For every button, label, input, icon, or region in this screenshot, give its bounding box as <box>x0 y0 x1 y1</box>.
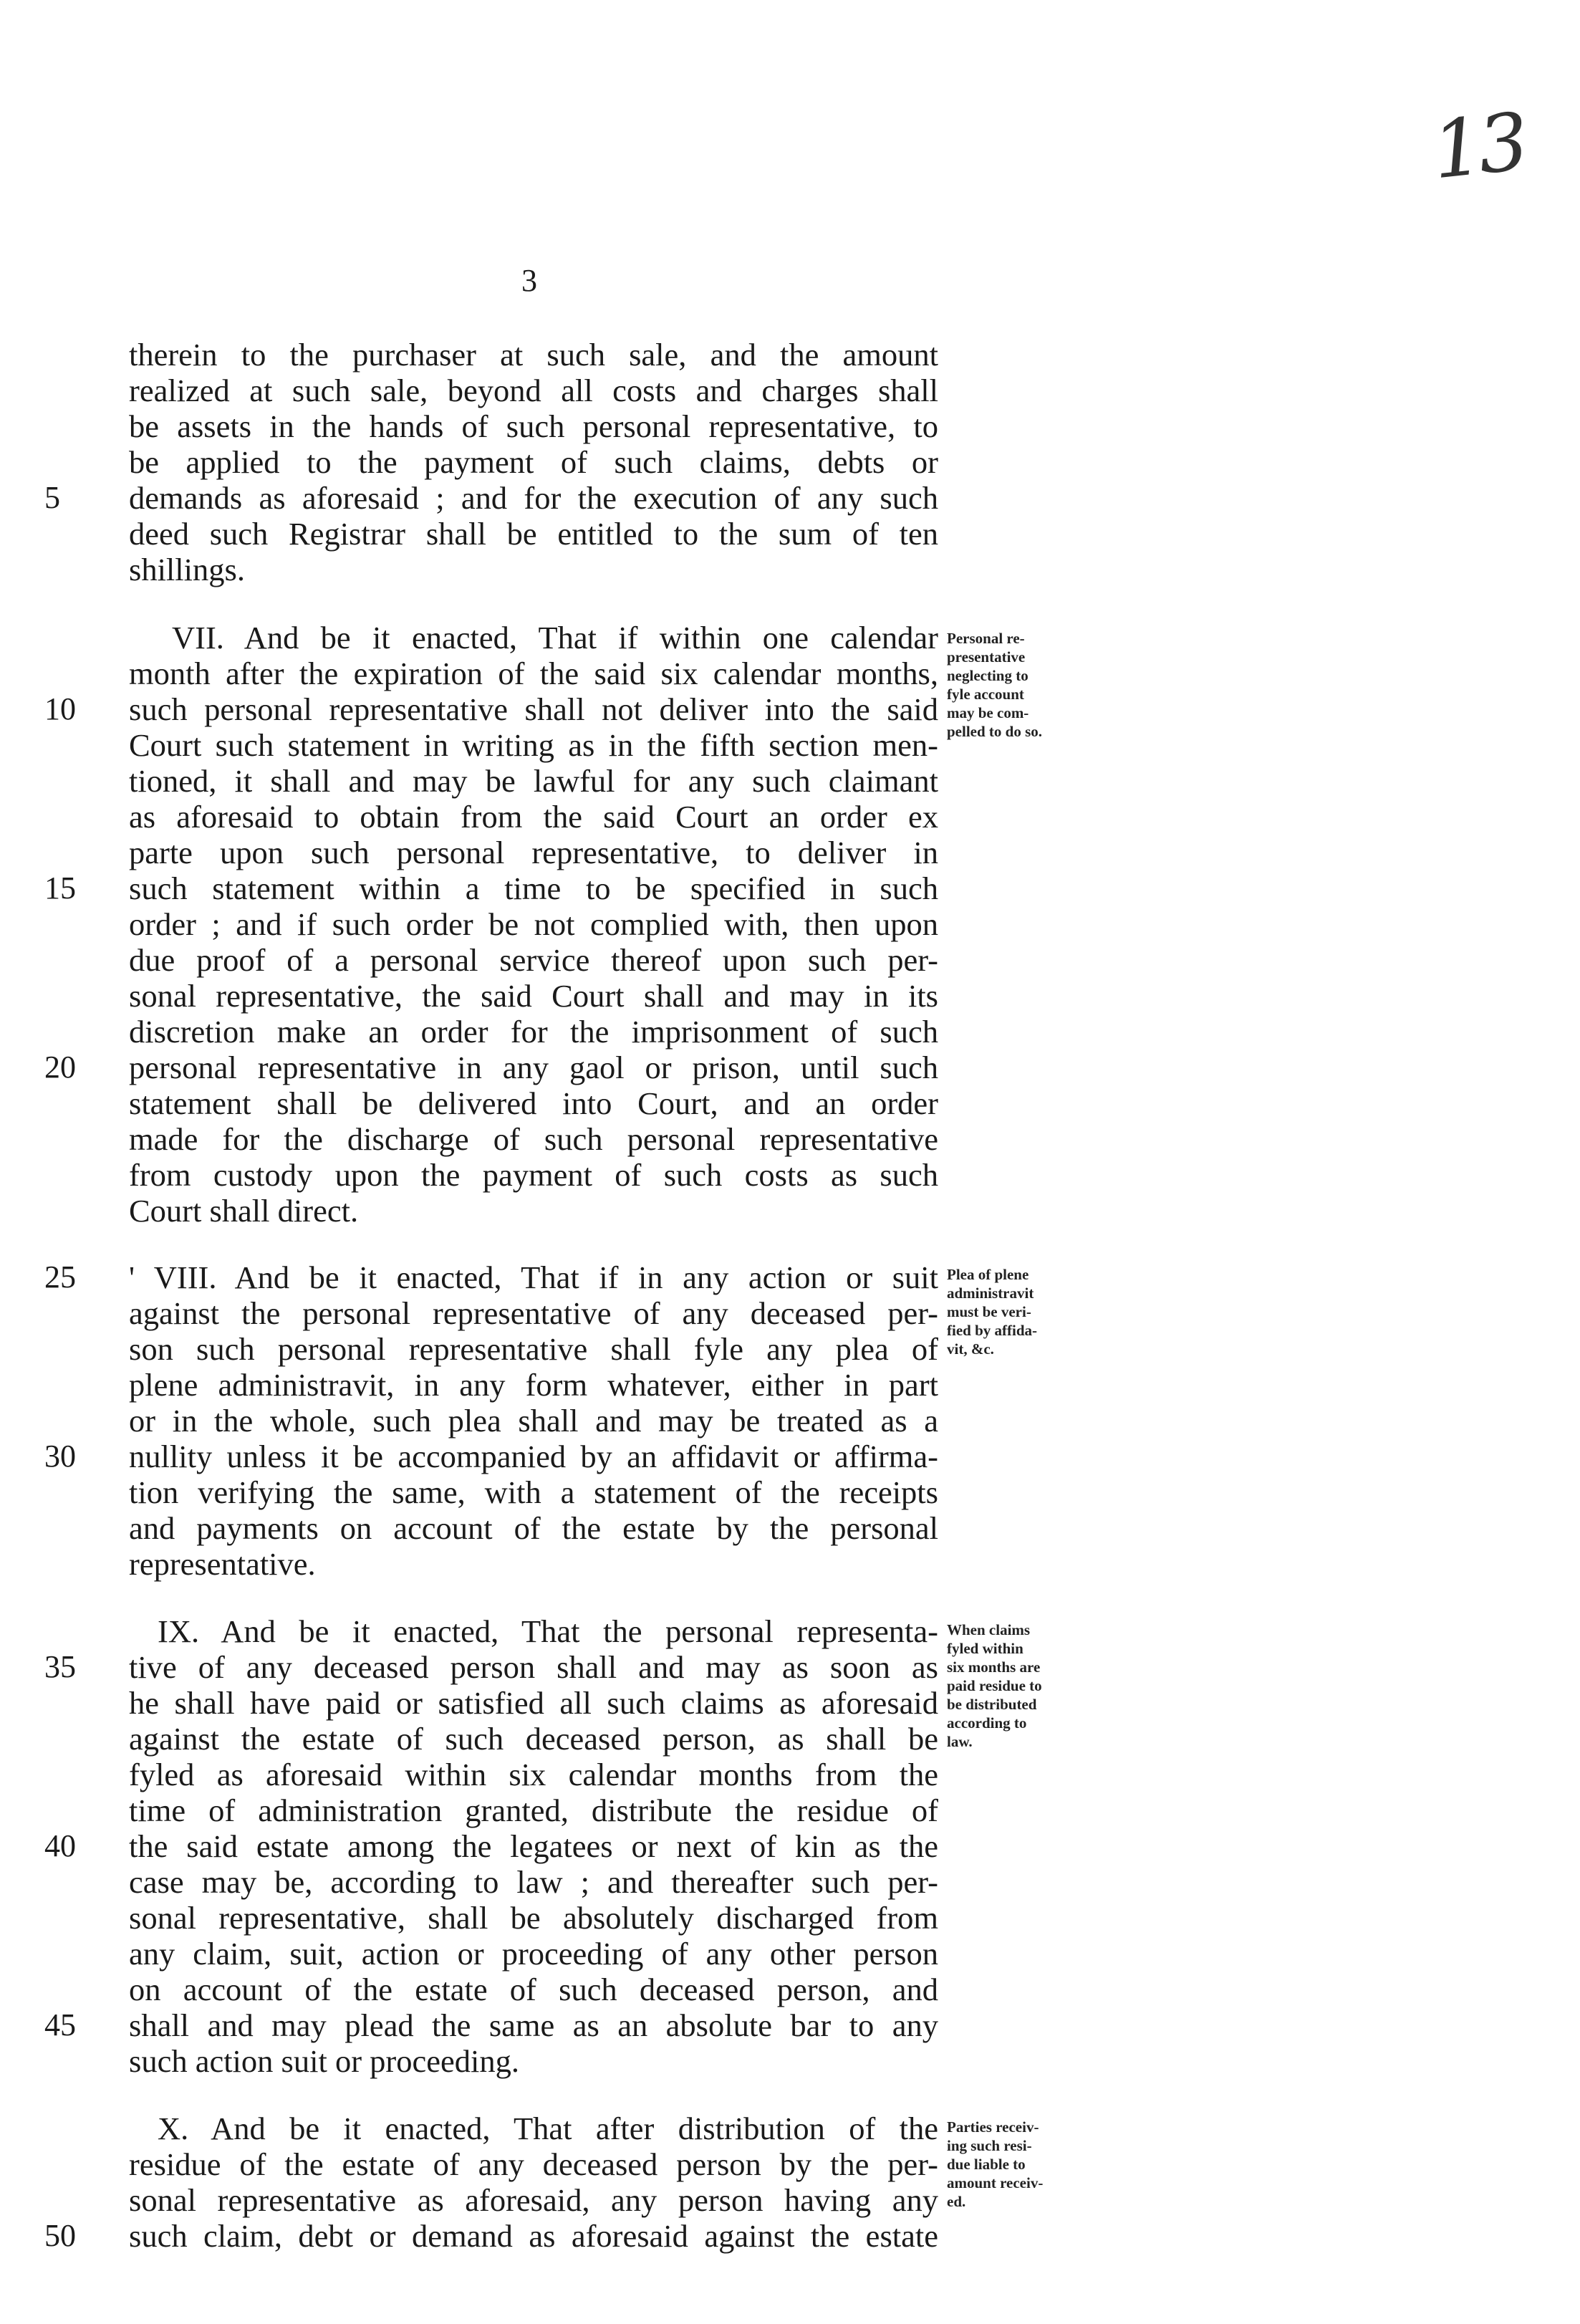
margin-note: Plea of plene administravit must be veri- fied by affida- vit, &c. <box>947 1266 1037 1358</box>
text-line: realized at such sale, beyond all costs and charges shall <box>129 373 938 408</box>
line-number: 20 <box>44 1050 76 1085</box>
line-number: 50 <box>44 2218 76 2253</box>
text-line: ' VIII. And be it enacted, That if in any action or suit <box>129 1259 938 1295</box>
text-line: shillings. <box>129 552 245 587</box>
text-line: sonal representative, shall be absolutely discharged from <box>129 1900 938 1936</box>
text-line: or in the whole, such plea shall and may be treated as a <box>129 1403 938 1439</box>
line-number: 25 <box>44 1259 76 1295</box>
page-number: 3 <box>521 263 537 298</box>
handwritten-folio-number: 13 <box>1427 95 1529 197</box>
margin-note: Personal re- presentative neglecting to fyle account may be com- pelled to do so. <box>947 630 1043 740</box>
text-line: parte upon such personal representative, to deliver in <box>129 835 938 870</box>
text-line: deed such Registrar shall be entitled to the sum of ten <box>129 516 938 552</box>
text-line: sonal representative as aforesaid, any person having any <box>129 2182 938 2218</box>
text-line: order ; and if such order be not complied with, then upon <box>129 906 938 942</box>
text-line: son such personal representative shall fyle any plea of <box>129 1331 938 1367</box>
text-line: case may be, according to law ; and thereafter such per- <box>129 1864 938 1900</box>
text-line: be assets in the hands of such personal representative, to <box>129 408 938 444</box>
text-line: tioned, it shall and may be lawful for any such claimant <box>129 763 938 799</box>
text-line: and payments on account of the estate by the personal <box>129 1510 938 1546</box>
text-line: against the personal representative of any deceased per- <box>129 1295 938 1331</box>
line-number: 10 <box>44 691 76 726</box>
text-line: representative. <box>129 1546 316 1582</box>
text-line: tive of any deceased person shall and may as soon as <box>129 1649 938 1685</box>
text-line: he shall have paid or satisfied all such claims as aforesaid <box>129 1685 938 1721</box>
text-line: statement shall be delivered into Court, and an order <box>129 1085 938 1121</box>
text-line: IX. And be it enacted, That the personal representa- <box>158 1613 938 1649</box>
text-line: made for the discharge of such personal representative <box>129 1121 938 1157</box>
text-line: such action suit or proceeding. <box>129 2043 519 2079</box>
text-line: tion verifying the same, with a statement of the receipts <box>129 1474 938 1510</box>
text-line: residue of the estate of any deceased person by the per- <box>129 2146 938 2182</box>
text-line: personal representative in any gaol or prison, until such <box>129 1050 938 1085</box>
text-line: time of administration granted, distribute the residue of <box>129 1792 938 1828</box>
text-line: plene administravit, in any form whatever, either in part <box>129 1367 938 1403</box>
text-line: such claim, debt or demand as aforesaid against the estate <box>129 2218 938 2254</box>
text-line: any claim, suit, action or proceeding of any other person <box>129 1936 938 1972</box>
line-number: 30 <box>44 1439 76 1474</box>
line-number: 5 <box>44 480 60 515</box>
text-line: Court such statement in writing as in the fifth section men- <box>129 727 938 763</box>
line-number: 40 <box>44 1828 76 1863</box>
text-line: such statement within a time to be specified in such <box>129 870 938 906</box>
text-line: due proof of a personal service thereof upon such per- <box>129 942 938 978</box>
line-number: 15 <box>44 870 76 906</box>
text-line: VII. And be it enacted, That if within one calendar <box>172 620 938 656</box>
text-line: discretion make an order for the imprisonment of such <box>129 1014 938 1050</box>
text-line: fyled as aforesaid within six calendar months from the <box>129 1757 938 1792</box>
text-line: therein to the purchaser at such sale, and the amount <box>129 337 938 373</box>
line-number: 45 <box>44 2007 76 2042</box>
text-line: such personal representative shall not deliver into the said <box>129 691 938 727</box>
text-line: shall and may plead the same as an absolute bar to any <box>129 2007 938 2043</box>
text-line: nullity unless it be accompanied by an affidavit or affirma- <box>129 1439 938 1474</box>
text-line: Court shall direct. <box>129 1193 359 1229</box>
text-line: X. And be it enacted, That after distribution of the <box>158 2111 938 2146</box>
text-line: as aforesaid to obtain from the said Court an order ex <box>129 799 938 835</box>
line-number: 35 <box>44 1649 76 1684</box>
text-line: demands as aforesaid ; and for the execution of any such <box>129 480 938 516</box>
text-line: the said estate among the legatees or next of kin as the <box>129 1828 938 1864</box>
text-line: from custody upon the payment of such costs as such <box>129 1157 938 1193</box>
margin-note: When claims fyled within six months are paid residue to be distributed according to law. <box>947 1621 1042 1750</box>
text-line: on account of the estate of such deceased person, and <box>129 1972 938 2007</box>
text-line: against the estate of such deceased person, as shall be <box>129 1721 938 1757</box>
margin-note: Parties receiv- ing such resi- due liable to amount receiv- ed. <box>947 2118 1044 2210</box>
text-line: sonal representative, the said Court shall and may in its <box>129 978 938 1014</box>
text-line: month after the expiration of the said six calendar months, <box>129 656 938 691</box>
text-line: be applied to the payment of such claims, debts or <box>129 444 938 480</box>
